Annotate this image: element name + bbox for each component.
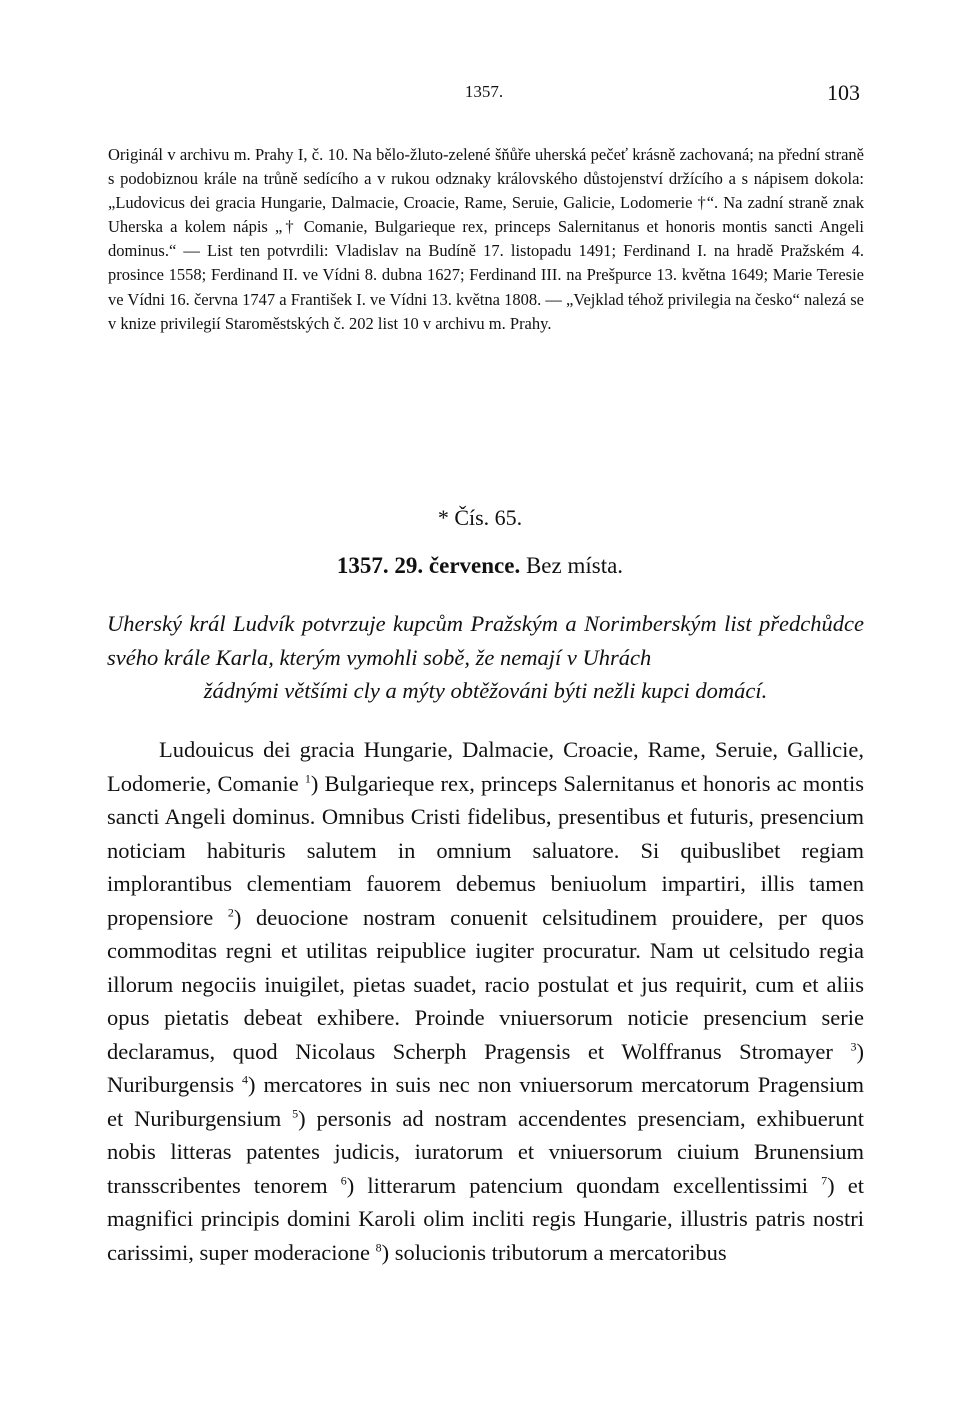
page-header [108, 80, 860, 110]
entry-date-line [0, 553, 960, 579]
footnote-ref: 2 [227, 905, 234, 919]
footnote-ref: 7 [821, 1173, 828, 1187]
main-text: Ludouicus dei gracia Hungarie, Dalmacie, Croacie, Rame, Seruie, Gallicie, Lodomerie, Comanie $^1$) Bulgarieque rex, princeps Salernitanus et honoris ac montis sancti Angeli dominus. Omnibus Cristi fidelibus, presentibus et futuris, presencium noticiam habituris salutem in omnium saluatore. Si quibuslibet regiam implorantibus clementiam fauorem debemus beniuolum impartiri, illis tamen propensiore $^2$) deuocione nostram conuenit celsitudinem prouidere, per quos commoditas regni et utilitas reipublice iugiter procuratur. Nam ut celsitudo regia illorum negociis inuigilet, pietas suadet, racio postulat et jus requirit, cum et aliis opus pietatis debeat exhibere. Proinde vniuersorum noticie presencium serie declaramus, quod Nicolaus Scherph Pragensis et Wolffranus Stromayer $^3$) Nuriburgensis $^4$) mercatores in suis nec non vniuersorum mercatorum Pragensium et Nuriburgensium $^5$) personis ad nostram accendentes presenciam, exhibuerunt nobis litteras patentes judicis, iuratorum et vniuersorum ciuium Brunensium transscribentes tenorem $^6$) litterarum patencium quondam excellentissimi $^7$) et magnifici principis domini Karoli olim incliti regis Hungarie, illustris patris nostri carissimi, super moderacione $^8$) solucionis tributorum a mercatoribus [107, 737, 865, 1265]
main-text-part: et magnifici principis domini Karoli olim incliti regis Hungarie, illustris patris nostri carissimi, super moderacione [107, 1172, 865, 1265]
notes-paragraph: Originál v archivu m. Prahy I, č. 10. Na bělo-žluto-zelené šňůře uherská pečeť krásně zachovaná; na přední straně s podobiznou krále na trůně sedícího a v rukou odznaky královského důstojenství držícího a s nápisem dokola: „Ludovicus dei gracia Hungarie, Dalmacie, Croacie, Rame, Seruie, Galicie, Lodomerie †“. Na zadní straně znak Uherska a kolem nápis „† Comanie, Bulgarieque rex, princeps Salernitanus et honoris montis sancti Angeli dominus.“ — List ten potvrdili: Vladislav na Budíně 17. listopadu 1491; Ferdinand I. na hradě Pražském 4. prosince 1558; Ferdinand II. ve Vídni 8. dubna 1627; Ferdinand III. na Prešpurce 13. května 1649; Marie Teresie ve Vídni 16. června 1747 a František I. ve Vídni 13. května 1808. — „Vejklad téhož privilegia na česko“ nalezá se v knize privilegií Staroměstských č. 202 list 10 v archivu m. Prahy. [108, 145, 864, 333]
page-number: 103 [827, 80, 860, 105]
main-text-part: Bulgarieque rex, princeps Salernitanus et honoris ac montis sancti Angeli dominus. Omnibus Cristi fidelibus, presentibus et futuris, presencium noticiam habituris salutem in omnium saluatore. Si quibuslibet regiam implorantibus clementiam fauorem debemus beniuolum impartiri, illis tamen propensiore [107, 770, 864, 930]
abstract-last-line: žádnými většími cly a mýty obtěžováni býti nežli kupci domácí. [203, 678, 768, 703]
entry-place: Bez místa. [525, 553, 624, 578]
abstract [107, 607, 864, 708]
abstract-text: Uherský král Ludvík potvrzuje kupcům Pražským a Norimberským list předchůdce svého krále Karla, kterým vymohli sobě, že nemají v Uhrách [107, 611, 864, 670]
footnote-ref: 5 [292, 1106, 299, 1120]
main-text-part: Ludouicus dei gracia Hungarie, Dalmacie, Croacie, Rame, Seruie, Gallicie, Lodomerie, Comanie [107, 737, 864, 796]
main-text-part: litterarum patencium quondam excellentissimi [367, 1172, 808, 1198]
footnote-ref: 6 [340, 1173, 347, 1187]
main-text-part: solucionis tributorum a mercatoribus [394, 1239, 727, 1265]
footnote-ref: 1 [304, 771, 311, 785]
main-text-part: personis ad nostram accendentes presenciam, exhibuerunt nobis litteras patentes judicis, iuratorum et vniuersorum ciuium Brunensium transscribentes tenorem [107, 1105, 864, 1198]
footnote-ref: 8 [375, 1240, 382, 1254]
entry-number: * Čís. 65. [437, 505, 523, 530]
main-text-part: mercatores in suis nec non vniuersorum mercatorum Pragensium et Nuriburgensium [107, 1072, 864, 1131]
header-year: 1357. [464, 82, 504, 101]
entry-date: 1357. 29. července. [336, 553, 521, 578]
main-text-part: deuocione nostram conuenit celsitudinem prouidere, per quos commoditas regni et utilitas reipublice iugiter procuratur. Nam ut celsitudo regia illorum negociis inuigilet, pietas suadet, racio postulat et jus requirit, cum et aliis opus pietatis debeat exhibere. Proinde vniuersorum noticie presencium serie declaramus, quod Nicolaus Scherph Pragensis et Wolffranus Stromayer [107, 904, 865, 1064]
footnote-ref: 3 [850, 1039, 857, 1053]
main-text-part: Nuriburgensis [107, 1072, 235, 1097]
footnote-ref: 4 [242, 1072, 249, 1087]
